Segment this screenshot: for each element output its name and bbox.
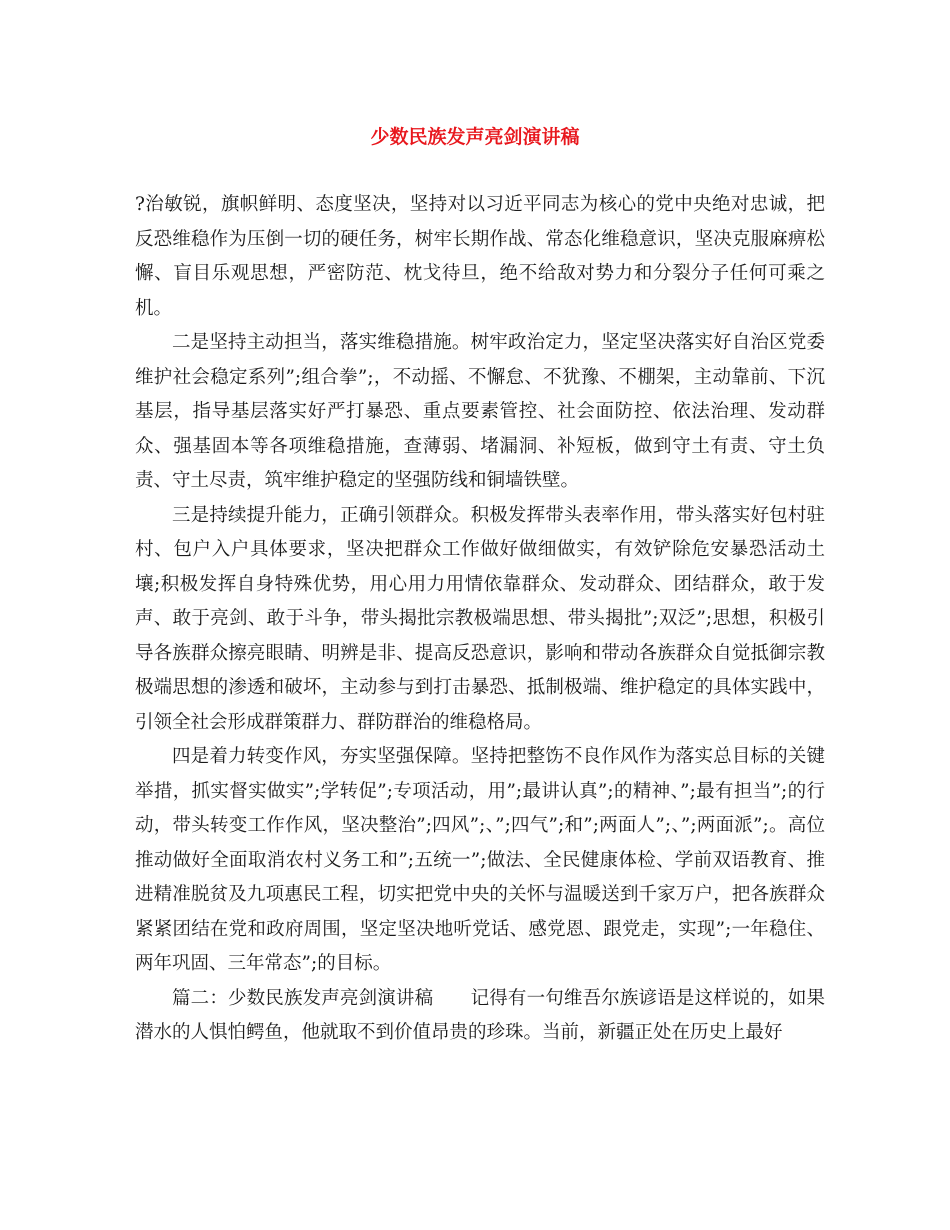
paragraph-1: ?治敏锐，旗帜鲜明、态度坚决，坚持对以习近平同志为核心的党中央绝对忠诚，把反恐维稳作为压倒一切的硬任务，树牢长期作战、常态化维稳意识，坚决克服麻痹松懈、盲目乐观思想，严密防范、枕戈待旦，绝不给敌对势力和分裂分子任何可乘之机。: [135, 194, 825, 319]
paragraph-4: 四是着力转变作风，夯实坚强保障。坚持把整饬不良作风作为落实总目标的关键举措，抓实督实做实”;学转促”;专项活动，用”;最讲认真”;的精神、”;最有担当”;的行动，带头转变工作作风，坚决整治”;四风”;、”;四气”;和”;两面人”;、”;两面派”;。高位推动做好全面取消农村义务工和”;五统一”;做法、全民健康体检、学前双语教育、推进精准脱贫及九项惠民工程，切实把党中央的关怀与温暖送到千家万户，把各族群众紧紧团结在党和政府周围，坚定坚决地听党话、感党恩、跟党走，实现”;一年稳住、两年巩固、三年常态”;的目标。: [135, 746, 825, 974]
document-body: [135, 188, 825, 1051]
document-title: 少数民族发声亮剑演讲稿: [370, 126, 580, 148]
paragraph-2: 二是坚持主动担当，落实维稳措施。树牢政治定力，坚定坚决落实好自治区党委维护社会稳定系列”;组合拳”;，不动摇、不懈怠、不犹豫、不棚架，主动靠前、下沉基层，指导基层落实好严打暴恐、重点要素管控、社会面防控、依法治理、发动群众、强基固本等各项维稳措施，查薄弱、堵漏洞、补短板，做到守土有责、守土负责、守土尽责，筑牢维护稳定的坚强防线和铜墙铁壁。: [135, 332, 825, 491]
paragraph-3: 三是持续提升能力，正确引领群众。积极发挥带头表率作用，带头落实好包村驻村、包户入户具体要求，坚决把群众工作做好做细做实，有效铲除危安暴恐活动土壤;积极发挥自身特殊优势，用心用力用情依靠群众、发动群众、团结群众，敢于发声、敢于亮剑、敢于斗争，带头揭批宗教极端思想、带头揭批”;双泛”;思想，积极引导各族群众擦亮眼睛、明辨是非、提高反恐意识，影响和带动各族群众自觉抵御宗教极端思想的渗透和破坏，主动参与到打击暴恐、抵制极端、维护稳定的具体实践中，引领全社会形成群策群力、群防群治的维稳格局。: [135, 504, 825, 733]
paragraph-5: 篇二：少数民族发声亮剑演讲稿 记得有一句维吾尔族谚语是这样说的，如果潜水的人惧怕鳄鱼，他就取不到价值昂贵的珍珠。当前，新疆正处在历史上最好: [135, 987, 825, 1043]
